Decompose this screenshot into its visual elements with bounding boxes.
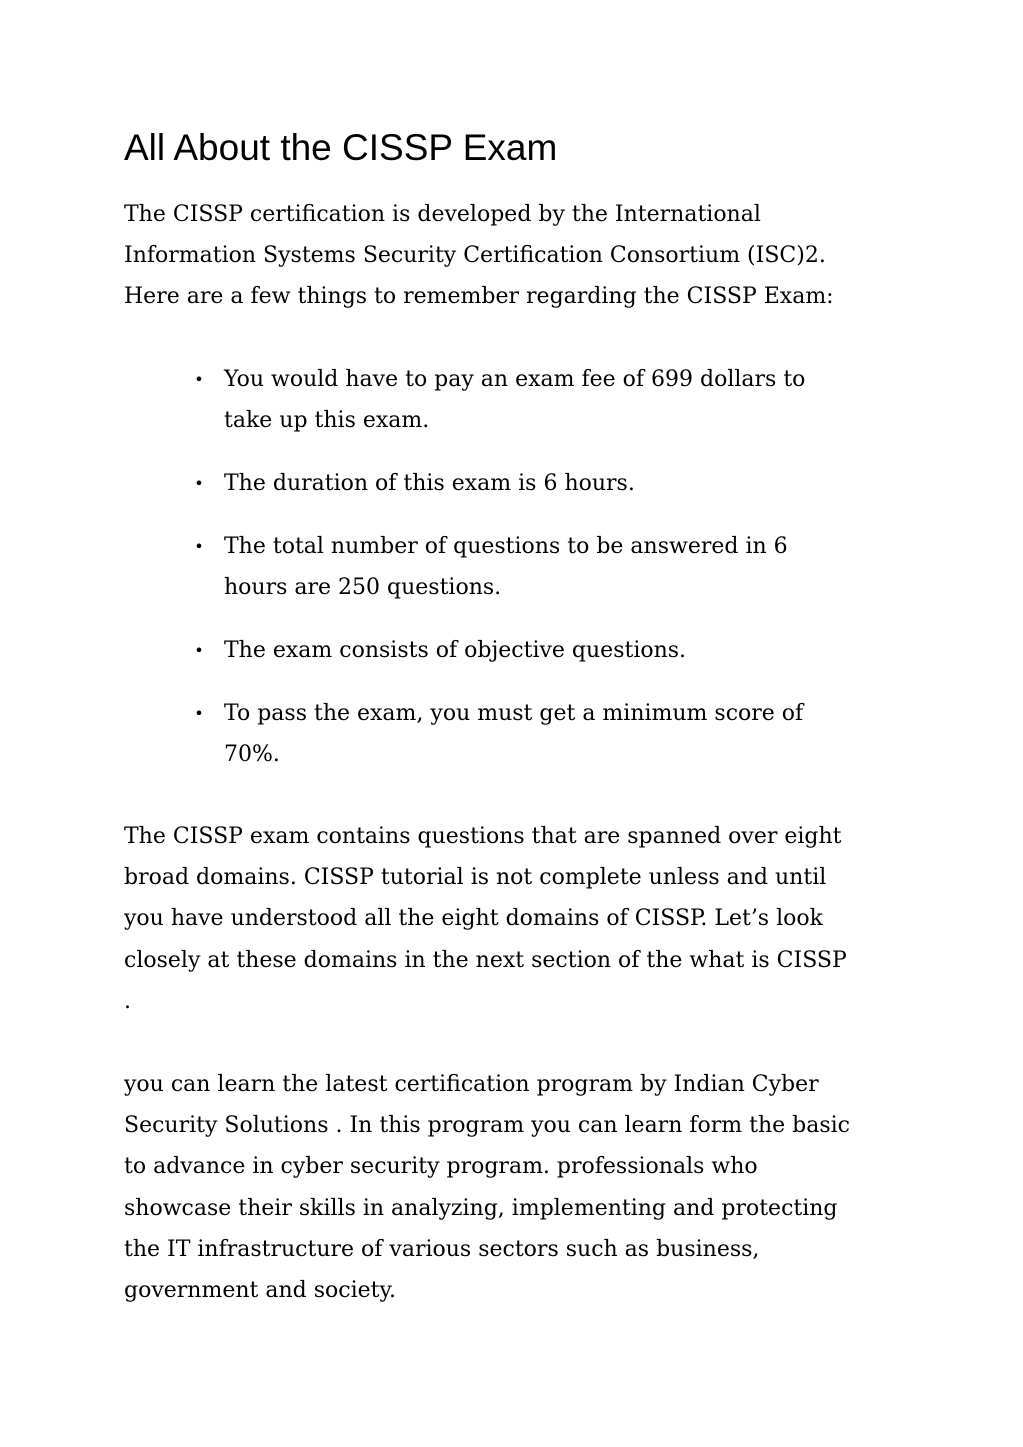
list-item-text [224,463,635,504]
paragraph-line: the IT infrastructure of various sectors such as business, [124,1236,760,1262]
paragraph-line: government and society. [124,1278,396,1304]
list-item-line: hours are 250 questions. [224,575,502,601]
bullet-icon: • [194,704,204,723]
program-paragraph [124,1064,914,1311]
paragraph-line: . [124,988,131,1014]
intro-paragraph [124,194,914,318]
list-item-line: 70%. [224,742,280,768]
list-item-line: You would have to pay an exam fee of 699 dollars to [224,367,806,392]
list-item-line: take up this exam. [224,408,430,434]
paragraph-line: you can learn the latest certification program by Indian Cyber [124,1072,819,1097]
paragraph-line: showcase their skills in analyzing, implementing and protecting [124,1195,838,1221]
bullet-icon: • [194,474,204,493]
list-item-line: The duration of this exam is 6 hours. [224,471,635,496]
paragraph-line: closely at these domains in the next section of the what is CISSP [124,947,847,973]
list-item-text [224,526,788,608]
list-item-line: The total number of questions to be answered in 6 [224,534,788,559]
page-title: All About the CISSP Exam [124,127,558,168]
bullet-icon: • [194,537,204,556]
paragraph-line: Here are a few things to remember regarding the CISSP Exam: [124,284,834,310]
paragraph-line: to advance in cyber security program. professionals who [124,1154,758,1180]
list-item-line: To pass the exam, you must get a minimum score of [224,701,804,726]
paragraph-line: The CISSP exam contains questions that are spanned over eight [124,824,842,849]
paragraph-line: you have understood all the eight domains of CISSP. Let’s look [124,906,823,932]
list-item-text [224,630,686,671]
paragraph-line: Information Systems Security Certification Consortium (ISC)2. [124,243,826,269]
domains-paragraph [124,816,914,1022]
paragraph-line: Security Solutions . In this program you can learn form the basic [124,1113,850,1139]
paragraph-line: broad domains. CISSP tutorial is not complete unless and until [124,865,827,891]
list-item-text [224,693,803,775]
paragraph-line: The CISSP certification is developed by the International [124,202,761,227]
list-item-line: The exam consists of objective questions. [224,638,687,663]
list-item-text [224,359,805,441]
bullet-icon: • [194,370,204,389]
bullet-icon: • [194,641,204,660]
